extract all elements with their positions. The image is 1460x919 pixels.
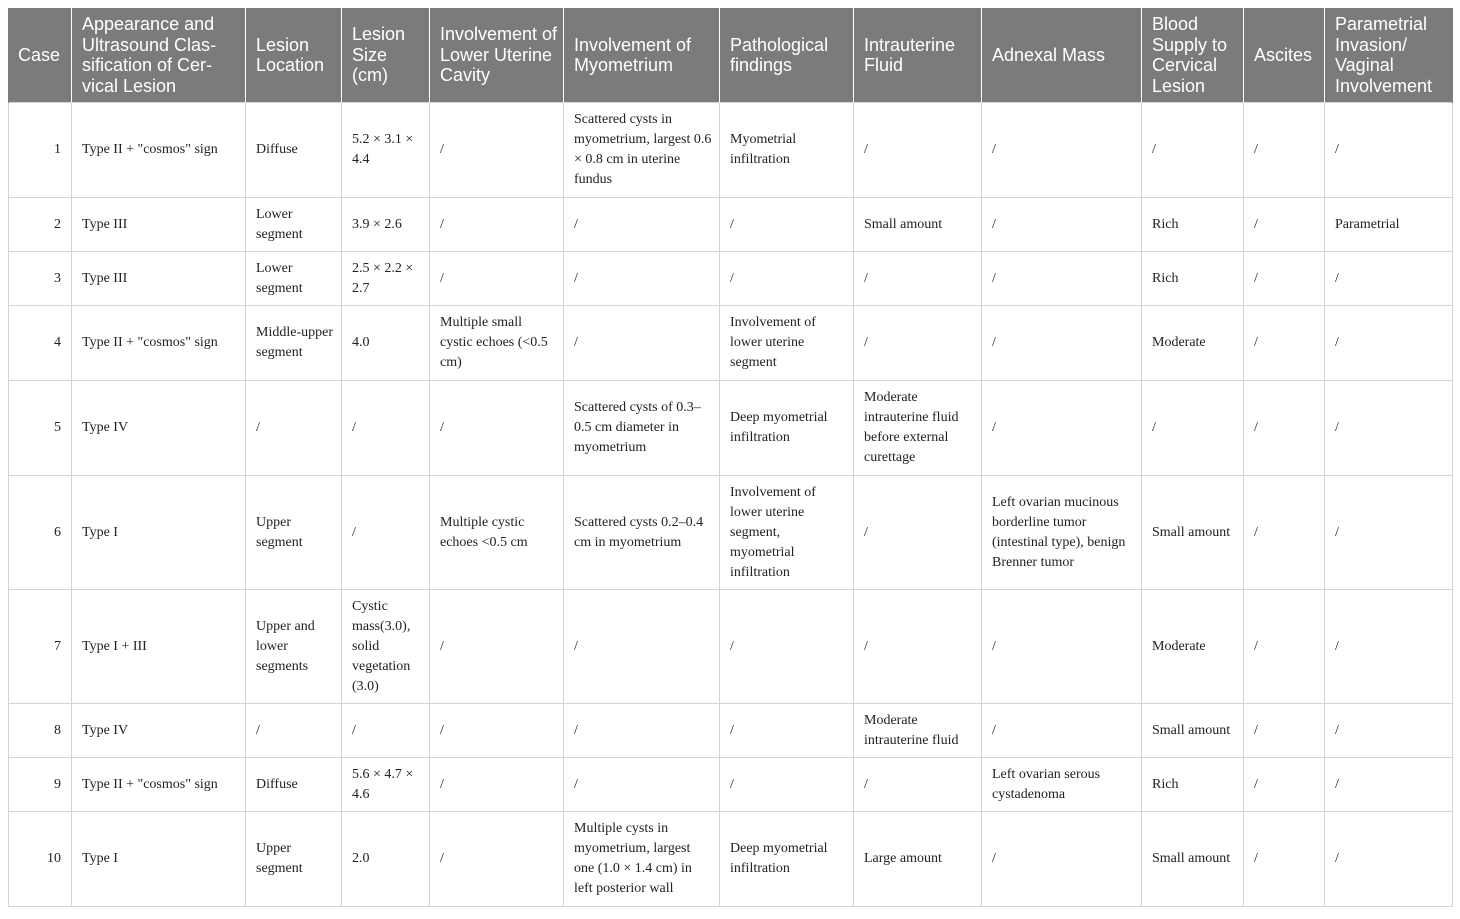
cell-lesion-size: 2.0 xyxy=(342,812,430,907)
cell-intrauterine-fluid: Moderate intrauterine fluid before external curettage xyxy=(854,381,982,476)
cell-lesion-size: 2.5 × 2.2 × 2.7 xyxy=(342,252,430,306)
table-row xyxy=(9,103,1453,198)
cell-pathological-findings: Involvement of lower uterine segment, myometrial infiltration xyxy=(720,476,854,590)
cell-ascites: / xyxy=(1244,476,1325,590)
cell-case: 8 xyxy=(9,704,72,758)
table-body xyxy=(9,103,1453,907)
cell-parametrial-invasion: Parametrial xyxy=(1325,198,1453,252)
cell-ascites: / xyxy=(1244,252,1325,306)
cell-lesion-location: Upper and lower segments xyxy=(246,590,342,704)
cell-parametrial-invasion: / xyxy=(1325,476,1453,590)
cell-intrauterine-fluid: Large amount xyxy=(854,812,982,907)
cell-classification: Type III xyxy=(72,198,246,252)
cell-intrauterine-fluid: / xyxy=(854,476,982,590)
cell-classification: Type II + "cosmos" sign xyxy=(72,306,246,381)
cell-lower-uterine-cavity: / xyxy=(430,590,564,704)
cell-parametrial-invasion: / xyxy=(1325,590,1453,704)
cell-parametrial-invasion: / xyxy=(1325,252,1453,306)
cell-lower-uterine-cavity: Multiple small cystic echoes (<0.5 cm) xyxy=(430,306,564,381)
cell-case: 3 xyxy=(9,252,72,306)
cell-lesion-size: Cystic mass(3.0), solid vegetation (3.0) xyxy=(342,590,430,704)
cell-intrauterine-fluid: / xyxy=(854,590,982,704)
table-row xyxy=(9,198,1453,252)
cell-adnexal-mass: / xyxy=(982,590,1142,704)
cell-blood-supply: / xyxy=(1142,381,1244,476)
cell-parametrial-invasion: / xyxy=(1325,103,1453,198)
cell-blood-supply: Rich xyxy=(1142,252,1244,306)
table-header xyxy=(9,8,1453,103)
cell-case: 2 xyxy=(9,198,72,252)
cell-lesion-location: / xyxy=(246,381,342,476)
cell-case: 5 xyxy=(9,381,72,476)
cell-pathological-findings: / xyxy=(720,198,854,252)
data-table xyxy=(8,8,1453,907)
cell-adnexal-mass: Left ovarian mucinous borderline tumor (intestinal type), benign Brenner tumor xyxy=(982,476,1142,590)
cell-myometrium: / xyxy=(564,758,720,812)
cell-ascites: / xyxy=(1244,812,1325,907)
header-classification: Appearance and Ultrasound Classification of Cervical Lesion xyxy=(72,8,246,103)
cell-lesion-location: / xyxy=(246,704,342,758)
cell-pathological-findings: Deep myometrial infiltration xyxy=(720,812,854,907)
cell-classification: Type I xyxy=(72,812,246,907)
cell-case: 4 xyxy=(9,306,72,381)
cell-ascites: / xyxy=(1244,381,1325,476)
cell-lesion-size: 5.6 × 4.7 × 4.6 xyxy=(342,758,430,812)
cell-case: 10 xyxy=(9,812,72,907)
cell-classification: Type IV xyxy=(72,381,246,476)
cell-adnexal-mass: Left ovarian serous cystadenoma xyxy=(982,758,1142,812)
table-row xyxy=(9,306,1453,381)
header-case: Case xyxy=(9,8,72,103)
cell-lesion-location: Lower segment xyxy=(246,252,342,306)
cell-pathological-findings: / xyxy=(720,758,854,812)
cell-adnexal-mass: / xyxy=(982,252,1142,306)
cell-myometrium: / xyxy=(564,252,720,306)
cell-adnexal-mass: / xyxy=(982,306,1142,381)
cell-classification: Type I xyxy=(72,476,246,590)
cell-ascites: / xyxy=(1244,198,1325,252)
cell-lesion-size: / xyxy=(342,476,430,590)
cell-blood-supply: Rich xyxy=(1142,758,1244,812)
cell-parametrial-invasion: / xyxy=(1325,306,1453,381)
cell-ascites: / xyxy=(1244,590,1325,704)
cell-classification: Type I + III xyxy=(72,590,246,704)
cell-lesion-location: Lower segment xyxy=(246,198,342,252)
cell-case: 1 xyxy=(9,103,72,198)
cell-blood-supply: Small amount xyxy=(1142,704,1244,758)
cell-lower-uterine-cavity: Multiple cystic echoes <0.5 cm xyxy=(430,476,564,590)
header-parametrial-invasion: Parametrial Invasion/ Vaginal Involvement xyxy=(1325,8,1453,103)
cell-classification: Type II + "cosmos" sign xyxy=(72,758,246,812)
cell-blood-supply: Small amount xyxy=(1142,476,1244,590)
cell-lower-uterine-cavity: / xyxy=(430,758,564,812)
table-row xyxy=(9,252,1453,306)
cell-blood-supply: Rich xyxy=(1142,198,1244,252)
cell-myometrium: / xyxy=(564,704,720,758)
cell-pathological-findings: / xyxy=(720,590,854,704)
header-pathological-findings: Pathological findings xyxy=(720,8,854,103)
cell-parametrial-invasion: / xyxy=(1325,758,1453,812)
cell-pathological-findings: / xyxy=(720,252,854,306)
header-blood-supply: Blood Supply to Cervical Lesion xyxy=(1142,8,1244,103)
cell-intrauterine-fluid: / xyxy=(854,306,982,381)
cell-blood-supply: / xyxy=(1142,103,1244,198)
table-row xyxy=(9,590,1453,704)
cell-classification: Type IV xyxy=(72,704,246,758)
cell-parametrial-invasion: / xyxy=(1325,381,1453,476)
cell-lesion-size: 4.0 xyxy=(342,306,430,381)
cell-classification: Type II + "cosmos" sign xyxy=(72,103,246,198)
cell-blood-supply: Moderate xyxy=(1142,590,1244,704)
cell-adnexal-mass: / xyxy=(982,381,1142,476)
table-row xyxy=(9,381,1453,476)
cell-myometrium: Scattered cysts in myometrium, largest 0.6 × 0.8 cm in uterine fundus xyxy=(564,103,720,198)
header-lower-uterine-cavity: Involvement of Lower Uterine Cavity xyxy=(430,8,564,103)
cell-lower-uterine-cavity: / xyxy=(430,812,564,907)
table-row xyxy=(9,812,1453,907)
cell-lower-uterine-cavity: / xyxy=(430,103,564,198)
cell-intrauterine-fluid: Small amount xyxy=(854,198,982,252)
cell-parametrial-invasion: / xyxy=(1325,812,1453,907)
header-row xyxy=(9,8,1453,103)
cell-blood-supply: Small amount xyxy=(1142,812,1244,907)
cell-lesion-location: Upper segment xyxy=(246,476,342,590)
table-row xyxy=(9,758,1453,812)
cell-pathological-findings: Involvement of lower uterine segment xyxy=(720,306,854,381)
cell-intrauterine-fluid: / xyxy=(854,103,982,198)
header-ascites: Ascites xyxy=(1244,8,1325,103)
cell-parametrial-invasion: / xyxy=(1325,704,1453,758)
cell-myometrium: / xyxy=(564,306,720,381)
header-lesion-size: Lesion Size (cm) xyxy=(342,8,430,103)
cell-lower-uterine-cavity: / xyxy=(430,252,564,306)
cell-case: 7 xyxy=(9,590,72,704)
cell-lesion-size: / xyxy=(342,381,430,476)
cell-ascites: / xyxy=(1244,704,1325,758)
header-intrauterine-fluid: Intrauterine Fluid xyxy=(854,8,982,103)
cell-ascites: / xyxy=(1244,103,1325,198)
cell-adnexal-mass: / xyxy=(982,704,1142,758)
cell-lesion-size: 5.2 × 3.1 × 4.4 xyxy=(342,103,430,198)
cell-myometrium: Scattered cysts of 0.3–0.5 cm diameter in myometrium xyxy=(564,381,720,476)
cell-lesion-size: / xyxy=(342,704,430,758)
cell-lesion-location: Diffuse xyxy=(246,758,342,812)
table-row xyxy=(9,704,1453,758)
cell-classification: Type III xyxy=(72,252,246,306)
cell-lower-uterine-cavity: / xyxy=(430,704,564,758)
cell-intrauterine-fluid: Moderate intrauterine fluid xyxy=(854,704,982,758)
cell-case: 9 xyxy=(9,758,72,812)
cell-myometrium: Scattered cysts 0.2–0.4 cm in myometrium xyxy=(564,476,720,590)
header-lesion-location: Lesion Location xyxy=(246,8,342,103)
cell-case: 6 xyxy=(9,476,72,590)
cell-myometrium: Multiple cysts in myometrium, largest one (1.0 × 1.4 cm) in left posterior wall xyxy=(564,812,720,907)
cell-pathological-findings: / xyxy=(720,704,854,758)
cell-lower-uterine-cavity: / xyxy=(430,198,564,252)
cell-lesion-location: Upper segment xyxy=(246,812,342,907)
cell-adnexal-mass: / xyxy=(982,103,1142,198)
header-myometrium: Involvement of Myometrium xyxy=(564,8,720,103)
cell-lower-uterine-cavity: / xyxy=(430,381,564,476)
header-adnexal-mass: Adnexal Mass xyxy=(982,8,1142,103)
cell-ascites: / xyxy=(1244,758,1325,812)
table-row xyxy=(9,476,1453,590)
cell-intrauterine-fluid: / xyxy=(854,758,982,812)
cell-intrauterine-fluid: / xyxy=(854,252,982,306)
cell-blood-supply: Moderate xyxy=(1142,306,1244,381)
cell-ascites: / xyxy=(1244,306,1325,381)
cell-lesion-location: Middle-upper segment xyxy=(246,306,342,381)
cell-adnexal-mass: / xyxy=(982,812,1142,907)
cell-lesion-size: 3.9 × 2.6 xyxy=(342,198,430,252)
cell-pathological-findings: Deep myometrial infiltration xyxy=(720,381,854,476)
cell-adnexal-mass: / xyxy=(982,198,1142,252)
cell-lesion-location: Diffuse xyxy=(246,103,342,198)
cell-pathological-findings: Myometrial infiltration xyxy=(720,103,854,198)
cell-myometrium: / xyxy=(564,590,720,704)
cell-myometrium: / xyxy=(564,198,720,252)
